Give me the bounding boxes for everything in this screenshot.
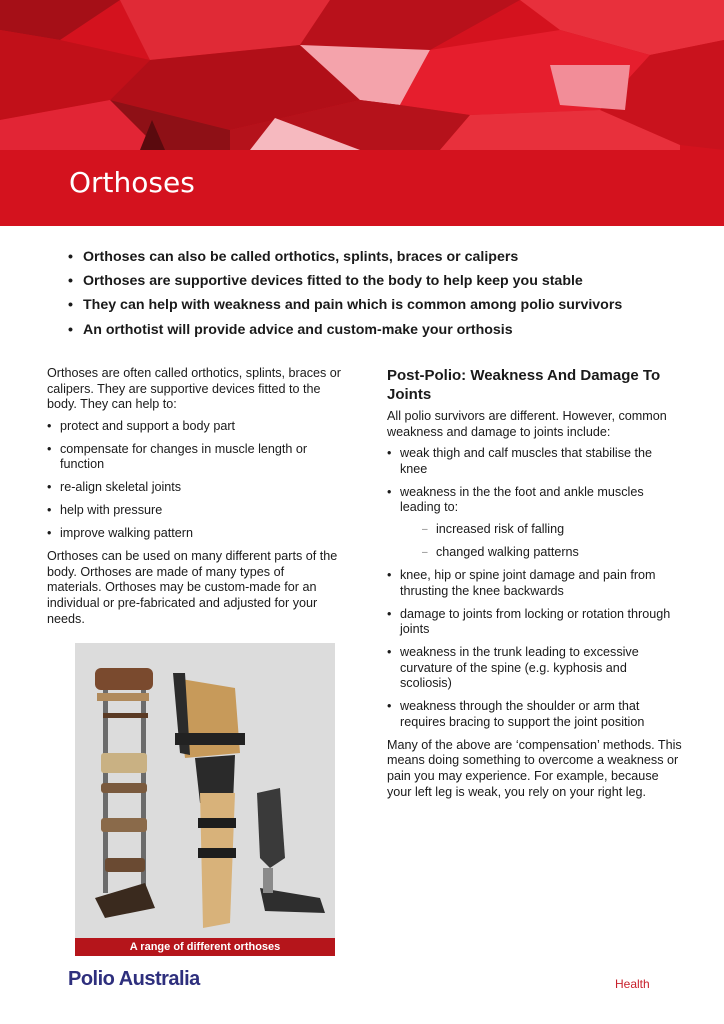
left-intro: Orthoses are often called orthotics, splints, braces or calipers. They are supportive devices fitted to the body. They can help to: [47, 366, 341, 412]
sub-list-item: – changed walking patterns [422, 545, 682, 561]
sub-list-item: – increased risk of falling [422, 522, 682, 538]
list-item: • compensate for changes in muscle length or function [47, 442, 342, 473]
key-points-list [68, 245, 622, 342]
list-item: • protect and support a body part [47, 419, 342, 435]
list-item: • improve walking pattern [47, 526, 342, 542]
list-item: • damage to joints from locking or rotation through joints [387, 607, 682, 638]
list-item: • weak thigh and calf muscles that stabilise the knee [387, 446, 682, 477]
list-item: • weakness through the shoulder or arm that requires bracing to support the joint position [387, 699, 682, 730]
key-point: • An orthotist will provide advice and custom-make your orthosis [68, 318, 622, 342]
list-item: • help with pressure [47, 503, 342, 519]
right-column [387, 366, 682, 800]
right-intro: All polio survivors are different. However, common weakness and damage to joints include: [387, 409, 667, 439]
key-point: • Orthoses are supportive devices fitted to the body to help keep you stable [68, 269, 622, 293]
left-bullet-list [47, 419, 342, 542]
sub-list [400, 522, 682, 561]
list-item: • knee, hip or spine joint damage and pain from thrusting the knee backwards [387, 568, 682, 599]
orthoses-photo [75, 643, 335, 956]
key-point: • They can help with weakness and pain which is common among polio survivors [68, 293, 622, 317]
key-point: • Orthoses can also be called orthotics, splints, braces or calipers [68, 245, 622, 269]
right-closing: Many of the above are ‘compensation’ methods. This means doing something to overcome a weakness or pain you may experience. For example, because your left leg is weak, you rely on your right leg. [387, 737, 682, 799]
right-bullet-list [387, 446, 682, 730]
left-closing: Orthoses can be used on many different parts of the body. Orthoses are made of many types of materials. Orthoses may be custom-made for an individual or pre-fabricated and adjusted for your needs. [47, 549, 338, 626]
header-banner [0, 0, 724, 226]
section-title: Post-Polio: Weakness And Damage To Joints [387, 367, 661, 403]
list-item: • weakness in the the foot and ankle muscles leading to: – increased risk of falling – changed walking patterns [387, 485, 682, 561]
page-title: Orthoses [69, 166, 195, 199]
left-column [47, 366, 342, 627]
list-item: • weakness in the trunk leading to excessive curvature of the spine (e.g. kyphosis and scoliosis) [387, 645, 682, 692]
orthoses-illustration [75, 643, 335, 938]
category-tag: Health [615, 977, 650, 991]
logo-text: Polio Australia [68, 968, 200, 990]
list-item: • re-align skeletal joints [47, 480, 342, 496]
polio-australia-logo[interactable] [68, 968, 200, 991]
figure-caption: A range of different orthoses [75, 938, 335, 956]
